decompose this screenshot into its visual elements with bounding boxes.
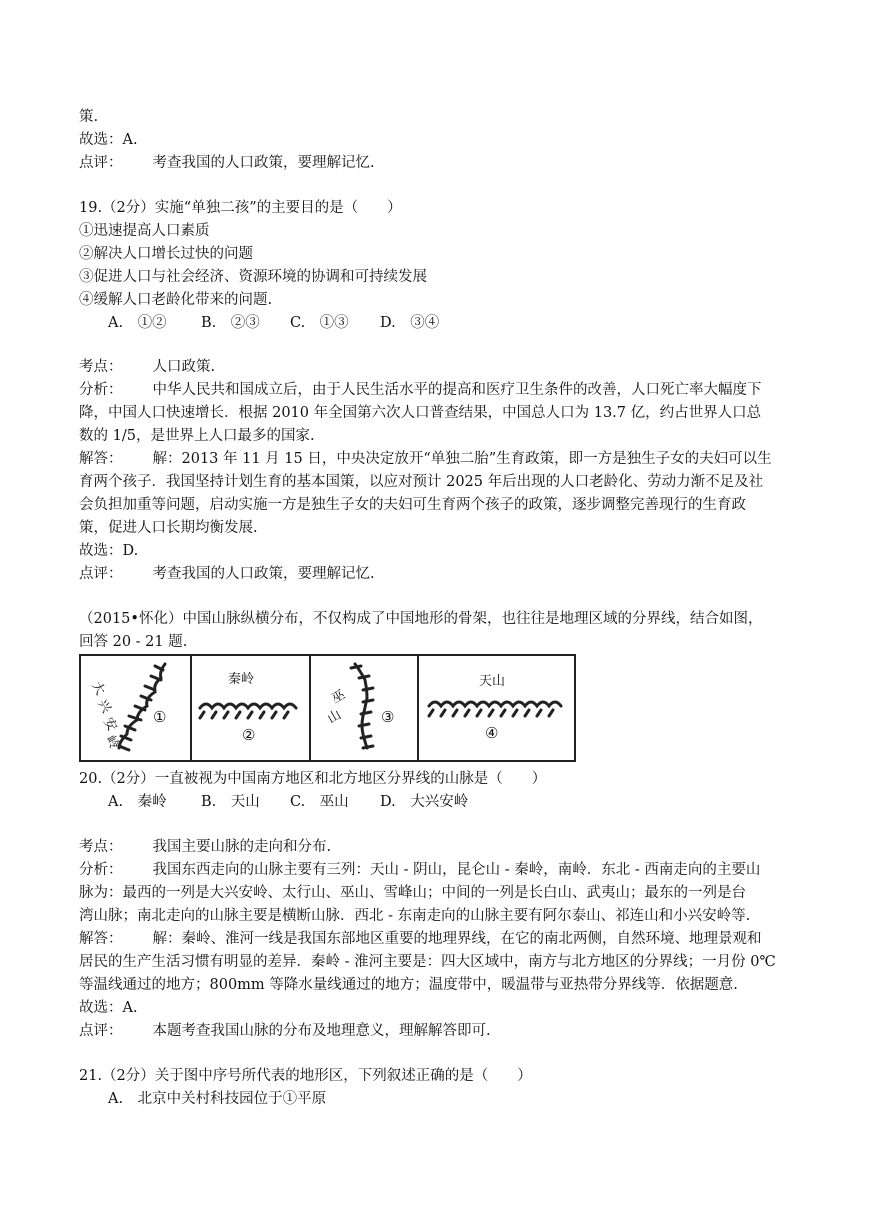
- jieda-text: 解：2013 年 11 月 15 日，中央决定放开“单独二胎”生育政策，即一方是独生子女的夫妇可以生: [152, 451, 772, 467]
- mountain-figure: [79, 654, 576, 762]
- q20-fenxi-3: 湾山脉；南北走向的山脉主要是横断山脉．西北 - 东南走向的山脉主要有阿尔泰山、祁连山和小兴安岭等.: [79, 908, 751, 924]
- q19-stem: 19.（2分）实施“单独二孩”的主要目的是（ ）: [79, 200, 402, 216]
- q20-stem: 20.（2分）一直被视为中国南方地区和北方地区分界线的山脉是（ ）: [79, 771, 547, 787]
- intro-line-2: 回答 20 - 21 题.: [79, 634, 188, 650]
- comment-label: 点评：: [79, 155, 123, 171]
- q19-jieda-1: [79, 449, 772, 469]
- panel-1-char-1: 大: [88, 679, 108, 698]
- q21-option-a: A. 北京中关村科技园位于①平原: [108, 1091, 327, 1107]
- q20-option-a: A. 秦岭: [108, 794, 167, 810]
- q19-fenxi-2: 降，中国人口快速增长．根据 2010 年全国第六次人口普查结果，中国总人口为 13.7 亿，约占世界人口总: [79, 405, 762, 421]
- q20-answer: 故选：A.: [79, 1000, 138, 1016]
- jieda-label: 解答：: [79, 931, 123, 947]
- kaodian-text: 我国主要山脉的走向和分布.: [152, 839, 332, 855]
- fenxi-label: 分析：: [79, 382, 123, 398]
- q19-options: [108, 313, 439, 333]
- panel-2-label: 秦岭: [228, 672, 255, 687]
- panel-4-number: ④: [485, 724, 499, 742]
- q19-comment: [79, 564, 375, 584]
- q18-text-end: 策.: [79, 109, 99, 125]
- q19-item-1: ①迅速提高人口素质: [79, 223, 210, 239]
- panel-1-char-3: 安: [100, 715, 120, 734]
- q20-comment: [79, 1021, 491, 1041]
- q19-item-3: ③促进人口与社会经济、资源环境的协调和可持续发展: [79, 269, 427, 285]
- q19-item-4: ④缓解人口老龄化带来的问题.: [79, 292, 273, 308]
- q19-fenxi-1: [79, 380, 762, 400]
- figure-panel-1: [81, 656, 192, 760]
- figure-panel-4: [419, 656, 574, 760]
- panel-2-number: ②: [242, 726, 256, 744]
- q19-kaodian: [79, 357, 215, 377]
- fenxi-label: 分析：: [79, 862, 123, 878]
- q20-option-b: B. 天山: [201, 794, 260, 810]
- jieda-text: 解：秦岭、淮河一线是我国东部地区重要的地理界线，在它的南北两侧，自然环境、地理景观和: [152, 931, 762, 947]
- kaodian-label: 考点：: [79, 839, 123, 855]
- comment-text: 考查我国的人口政策，要理解记忆.: [152, 566, 375, 582]
- comment-label: 点评：: [79, 1023, 123, 1039]
- figure-panel-3: [311, 656, 419, 760]
- q19-jieda-3: 会负担加重等问题，启动实施一方是独生子女的夫妇可生育两个孩子的政策，逐步调整完善现行的生育政: [79, 497, 746, 513]
- q19-item-2: ②解决人口增长过快的问题: [79, 246, 253, 262]
- jieda-label: 解答：: [79, 451, 123, 467]
- q20-fenxi-1: [79, 860, 760, 880]
- q20-options: [108, 792, 468, 812]
- q20-fenxi-2: 脉为：最西的一列是大兴安岭、太行山、巫山、雪峰山；中间的一列是长白山、武夷山；最东的一列是台: [79, 885, 746, 901]
- q19-fenxi-3: 数的 1/5，是世界上人口最多的国家.: [79, 428, 315, 444]
- q18-answer: 故选：A.: [79, 132, 138, 148]
- figure-panel-2: [192, 656, 311, 760]
- kaodian-text: 人口政策.: [152, 359, 216, 375]
- q20-jieda-1: [79, 929, 762, 949]
- q20-jieda-2: 居民的生产生活习惯有明显的差异．秦岭 - 淮河主要是：四大区域中，南方与北方地区的分界线；一月份 0℃: [79, 954, 776, 970]
- panel-1-char-2: 兴: [94, 697, 114, 716]
- q21-stem: 21.（2分）关于图中序号所代表的地形区，下列叙述正确的是（ ）: [79, 1068, 532, 1084]
- fenxi-text: 中华人民共和国成立后，由于人民生活水平的提高和医疗卫生条件的改善，人口死亡率大幅度下: [152, 382, 762, 398]
- q19-jieda-4: 策，促进人口长期均衡发展.: [79, 520, 258, 536]
- q19-option-c: C. ①③: [290, 315, 349, 331]
- comment-text: 本题考查我国山脉的分布及地理意义，理解解答即可.: [152, 1023, 491, 1039]
- panel-1-char-4: 岭: [102, 733, 122, 752]
- q20-option-d: D. 大兴安岭: [380, 794, 469, 810]
- intro-line-1: （2015•怀化）中国山脉纵横分布，不仅构成了中国地形的骨架，也往往是地理区域的分界线，结合如图，: [79, 611, 763, 627]
- q20-kaodian: [79, 837, 331, 857]
- q19-option-a: A. ①②: [108, 315, 167, 331]
- panel-3-char-1: 巫: [329, 687, 348, 707]
- comment-text: 考查我国的人口政策，要理解记忆.: [152, 155, 375, 171]
- q19-answer: 故选：D.: [79, 543, 139, 559]
- q20-option-c: C. 巫山: [290, 794, 349, 810]
- q19-option-b: B. ②③: [201, 315, 260, 331]
- q19-option-d: D. ③④: [380, 315, 440, 331]
- q20-jieda-3: 等温线通过的地方；800mm 等降水量线通过的地方；温度带中，暖温带与亚热带分界线等．依据题意.: [79, 977, 738, 993]
- comment-label: 点评：: [79, 566, 123, 582]
- panel-4-label: 天山: [479, 674, 506, 689]
- kaodian-label: 考点：: [79, 359, 123, 375]
- panel-1-number: ①: [153, 708, 167, 726]
- fenxi-text: 我国东西走向的山脉主要有三列：天山 - 阴山，昆仑山 - 秦岭，南岭．东北 - 西南走向的主要山: [152, 862, 761, 878]
- panel-3-number: ③: [381, 708, 395, 726]
- panel-3-char-2: 山: [325, 707, 344, 727]
- q19-jieda-2: 育两个孩子．我国坚持计划生育的基本国策，以应对预计 2025 年后出现的人口老龄化、劳动力渐不足及社: [79, 474, 764, 490]
- q18-comment: [79, 153, 375, 173]
